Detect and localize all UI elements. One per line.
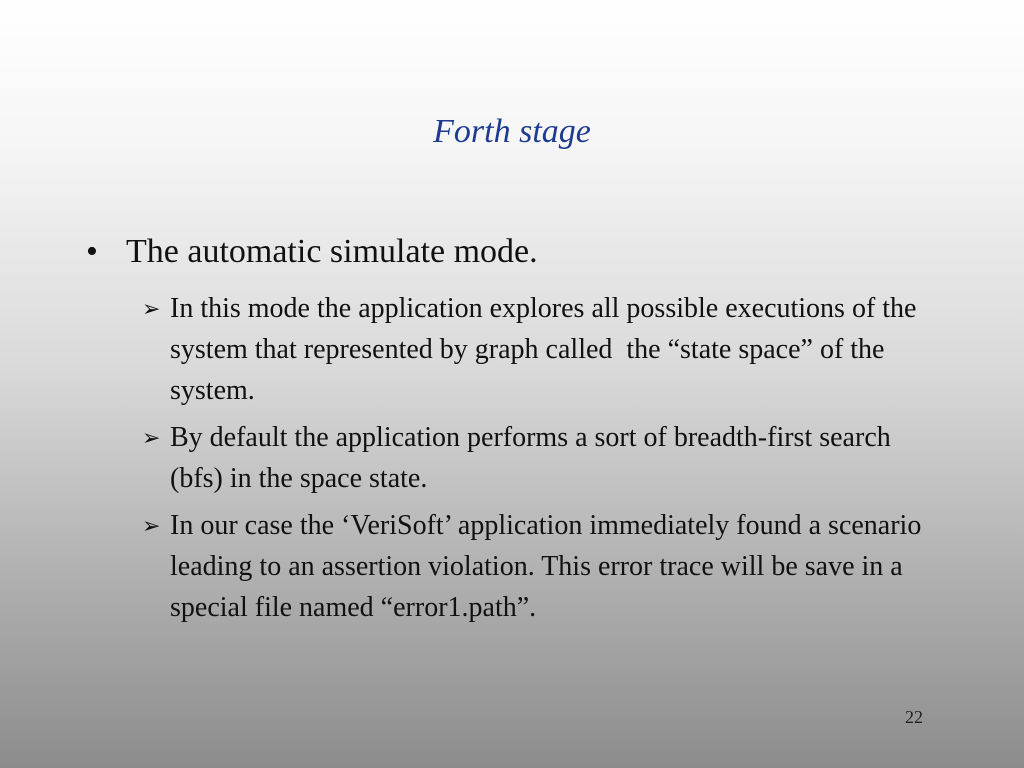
sub-bullet-1 — [142, 288, 932, 411]
sub-bullet-3 — [142, 505, 932, 628]
arrow-bullet-icon: ➢ — [142, 513, 161, 538]
slide-title: Forth stage — [433, 113, 591, 150]
main-bullet — [86, 232, 946, 273]
arrow-bullet-icon: ➢ — [142, 296, 161, 321]
sub-bullet-1-text: In this mode the application explores all possible executions of the system that represented by graph called the “state space” of the system. — [170, 293, 924, 406]
arrow-bullet-icon: ➢ — [142, 425, 161, 450]
sub-bullet-list — [142, 288, 932, 634]
page-number: 22 — [905, 707, 923, 727]
main-bullet-text: The automatic simulate mode. — [126, 233, 538, 270]
sub-bullet-3-text: In our case the ‘VeriSoft’ application immediately found a scenario leading to an assertion violation. This error trace will be save in a special file named “error1.path”. — [170, 510, 929, 623]
sub-bullet-2 — [142, 417, 932, 499]
bullet-dot-icon: • — [86, 233, 98, 270]
sub-bullet-2-text: By default the application performs a sort of breadth-first search (bfs) in the space state. — [170, 422, 898, 494]
